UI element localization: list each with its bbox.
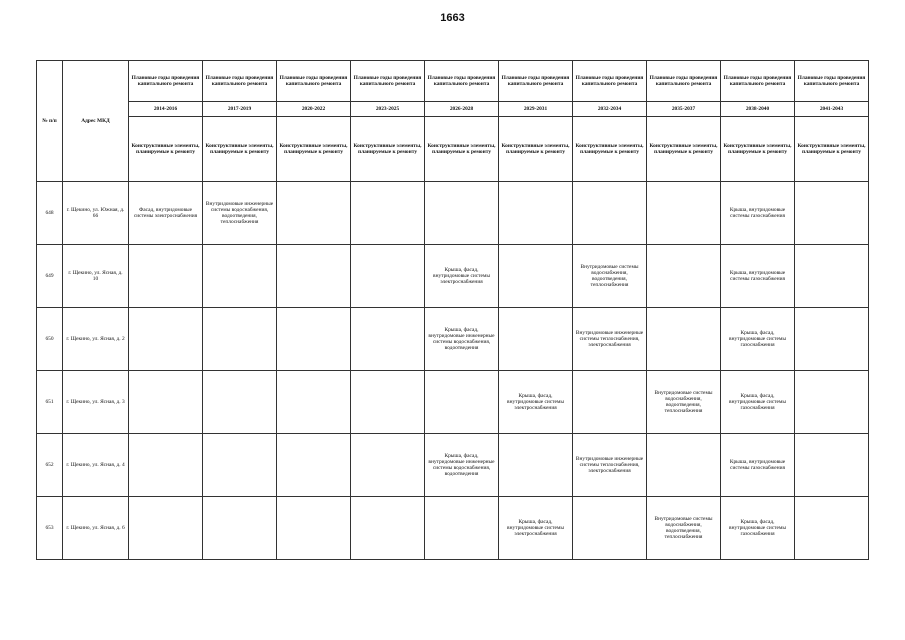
header-num: № п/п [37,61,63,182]
header-elements: Конструктивные элементы, планируемые к ремонту [499,117,573,182]
header-period-title: Плановые годы проведения капитального ремонта [351,61,425,102]
table-cell [277,497,351,560]
table-cell [425,497,499,560]
table-cell: Крыша, фасад, внутридомовые инженерные системы водоснабжения, водоотведения [425,434,499,497]
row-number: 653 [37,497,63,560]
table-cell [499,245,573,308]
table-cell [129,497,203,560]
header-row-years [37,102,869,117]
table-cell: Внутридомовые системы водоснабжения, водоотведения, теплоснабжения [647,371,721,434]
table-cell [795,434,869,497]
table-cell [351,497,425,560]
table-cell: Крыша, внутридомовые системы газоснабжения [721,434,795,497]
table-cell [277,182,351,245]
table-cell [203,497,277,560]
header-period-title: Плановые годы проведения капитального ремонта [277,61,351,102]
header-elements: Конструктивные элементы, планируемые к ремонту [425,117,499,182]
row-number: 652 [37,434,63,497]
table-cell [129,371,203,434]
table-cell [203,308,277,371]
table-row [37,182,869,245]
row-address: г. Щекино, ул. Ясная, д. 10 [63,245,129,308]
table-cell: Внутридомовые системы водоснабжения, водоотведения, теплоснабжения [573,245,647,308]
header-period-title: Плановые годы проведения капитального ремонта [203,61,277,102]
table-cell [351,308,425,371]
row-number: 649 [37,245,63,308]
header-period-title: Плановые годы проведения капитального ремонта [573,61,647,102]
row-number: 650 [37,308,63,371]
capital-repair-table [36,60,869,560]
header-years: 2029-2031 [499,102,573,117]
header-years: 2023-2025 [351,102,425,117]
table-cell [573,497,647,560]
table-cell [277,245,351,308]
table-row [37,308,869,371]
header-row-elements [37,117,869,182]
header-period-title: Плановые годы проведения капитального ремонта [129,61,203,102]
table-cell [351,182,425,245]
table-cell: Крыша, фасад, внутридомовые системы газоснабжения [721,497,795,560]
header-period-title: Плановые годы проведения капитального ремонта [721,61,795,102]
header-years: 2014-2016 [129,102,203,117]
table-cell [647,308,721,371]
table-cell [129,308,203,371]
page-number: 1663 [440,12,465,24]
table-cell: Внутридомовые инженерные системы теплоснабжения, электроснабжения [573,434,647,497]
header-address: Адрес МКД [63,61,129,182]
header-elements: Конструктивные элементы, планируемые к ремонту [647,117,721,182]
header-years: 2041-2043 [795,102,869,117]
table-cell [499,434,573,497]
table-cell: Крыша, фасад, внутридомовые системы электроснабжения [425,245,499,308]
table-cell [129,434,203,497]
header-elements: Конструктивные элементы, планируемые к ремонту [203,117,277,182]
header-elements: Конструктивные элементы, планируемые к ремонту [795,117,869,182]
table-cell [647,434,721,497]
header-years: 2038-2040 [721,102,795,117]
table-cell [647,182,721,245]
header-years: 2020-2022 [277,102,351,117]
table-cell [647,245,721,308]
header-elements: Конструктивные элементы, планируемые к ремонту [277,117,351,182]
table-cell [499,308,573,371]
table-cell [203,371,277,434]
table-cell [425,182,499,245]
table-row [37,245,869,308]
row-address: г. Щекино, ул. Ясная, д. 4 [63,434,129,497]
header-years: 2035-2037 [647,102,721,117]
table-cell [795,371,869,434]
header-elements: Конструктивные элементы, планируемые к ремонту [721,117,795,182]
table-cell: Крыша, фасад, внутридомовые системы электроснабжения [499,371,573,434]
header-row-titles [37,61,869,102]
table-cell [425,371,499,434]
table-cell: Крыша, внутридомовые системы газоснабжения [721,182,795,245]
table-cell: Внутридомовые системы водоснабжения, водоотведения, теплоснабжения [647,497,721,560]
table-cell: Крыша, фасад, внутридомовые системы газоснабжения [721,371,795,434]
table-cell: Внутридомовые инженерные системы теплоснабжения, электроснабжения [573,308,647,371]
table-cell [795,245,869,308]
table-row [37,497,869,560]
row-number: 651 [37,371,63,434]
table-row [37,371,869,434]
table-cell [203,434,277,497]
row-address: г. Щекино, ул. Ясная, д. 3 [63,371,129,434]
row-address: г. Щекино, ул. Ясная, д. 6 [63,497,129,560]
table-cell: Внутридомовые инженерные системы водоснабжения, водоотведения, теплоснабжения [203,182,277,245]
table-row [37,434,869,497]
table-cell [277,434,351,497]
table-cell [573,182,647,245]
header-elements: Конструктивные элементы, планируемые к ремонту [129,117,203,182]
header-years: 2032-2034 [573,102,647,117]
table-cell [351,245,425,308]
row-address: г. Щекино, ул. Ясная, д. 2 [63,308,129,371]
header-years: 2017-2019 [203,102,277,117]
table-cell [795,182,869,245]
table-cell: Крыша, фасад, внутридомовые системы газоснабжения [721,308,795,371]
table-cell: Фасад, внутридомовые системы электроснабжения [129,182,203,245]
table-cell [795,497,869,560]
header-period-title: Плановые годы проведения капитального ремонта [647,61,721,102]
header-period-title: Плановые годы проведения капитального ремонта [425,61,499,102]
header-years: 2026-2028 [425,102,499,117]
table-cell [573,371,647,434]
table-cell [499,182,573,245]
table-cell: Крыша, внутридомовые системы газоснабжения [721,245,795,308]
header-period-title: Плановые годы проведения капитального ремонта [795,61,869,102]
table-cell [277,371,351,434]
header-elements: Конструктивные элементы, планируемые к ремонту [573,117,647,182]
table-cell [203,245,277,308]
row-address: г. Щекино, ул. Южная, д. 66 [63,182,129,245]
table-cell [351,371,425,434]
table-cell [129,245,203,308]
table-cell [351,434,425,497]
table-cell: Крыша, фасад, внутридомовые системы электроснабжения [499,497,573,560]
table-cell [277,308,351,371]
table-cell [795,308,869,371]
table-cell: Крыша, фасад, внутридомовые инженерные системы водоснабжения, водоотведения [425,308,499,371]
header-period-title: Плановые годы проведения капитального ремонта [499,61,573,102]
header-elements: Конструктивные элементы, планируемые к ремонту [351,117,425,182]
row-number: 648 [37,182,63,245]
